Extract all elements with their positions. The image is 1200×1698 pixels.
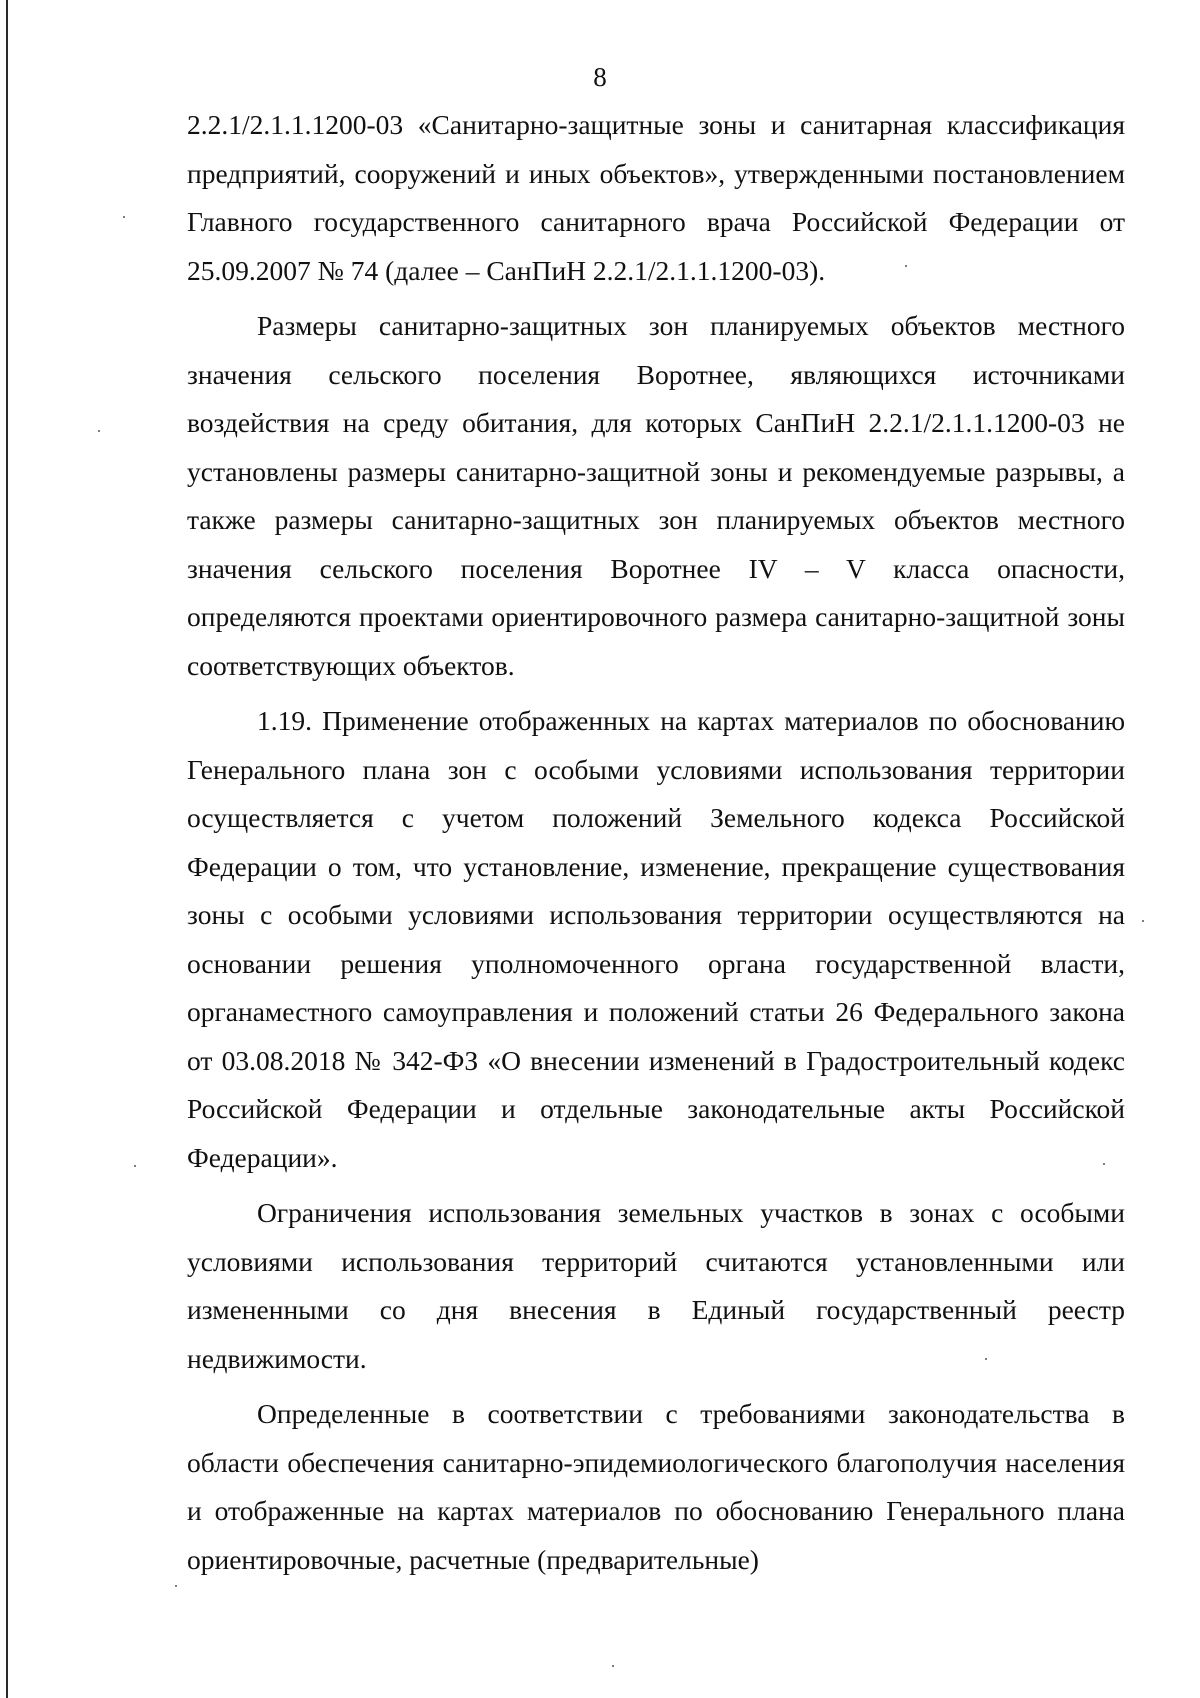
scan-speck [985,1358,987,1360]
paragraph-determined-zones: Определенные в соответствии с требованиями законодательства в области обеспечения санитарно-эпидемиологического благополучия населения и отображенные на картах материалов по обоснованию Генерального плана ориентировочные, расчетные (предварительные) [187,1398,1125,1575]
scan-speck [134,1165,136,1167]
paragraph-sanpin-reference: 2.2.1/2.1.1.1200-03 «Санитарно-защитные зоны и санитарная классификация предприятий, сооружений и иных объектов», утвержденными постановлением Главного государственного санитарного врача Российской Федерации от 25.09.2007 № 74 (далее – СанПиН 2.2.1/2.1.1.1200-03). [187,109,1125,286]
scan-speck [1142,920,1144,922]
scan-speck [98,430,100,432]
paragraph-sanitary-zone-sizes: Размеры санитарно-защитных зон планируемых объектов местного значения сельского поселения Воротнее, являющихся источниками воздействия на среду обитания, для которых СанПиН 2.2.1/2.1.1.1200-03 не установлены размеры санитарно-защитной зоны и рекомендуемые разрывы, а также размеры санитарно-защитных зон планируемых объектов местного значения сельского поселения Воротнее IV – V класса опасности, определяются проектами ориентировочного размера санитарно-защитной зоны соответствующих объектов. [187,310,1125,681]
scan-speck [175,1585,177,1587]
scan-speck [123,216,125,218]
document-body [187,101,1125,1591]
scan-speck [612,1665,614,1667]
paragraph-section-1-19: 1.19. Применение отображенных на картах материалов по обоснованию Генерального плана зон с особыми условиями использования территории осуществляется с учетом положений Земельного кодекса Российской Федерации о том, что установление, изменение, прекращение существования зоны с особыми условиями использования территории осуществляются на основании решения уполномоченного органа государственной власти, органаместного самоуправления и положений статьи 26 Федерального закона от 03.08.2018 № 342-ФЗ «О внесении изменений в Градостроительный кодекс Российской Федерации и отдельные законодательные акты Российской Федерации». [187,705,1125,1173]
page-left-border [6,0,8,1698]
scan-speck [1103,1163,1105,1165]
page-number: 8 [593,62,607,92]
paragraph-land-use-restrictions: Ограничения использования земельных участков в зонах с особыми условиями использования территорий считаются установленными или измененными со дня внесения в Единый государственный реестр недвижимости. [187,1197,1125,1374]
scan-speck [905,265,907,267]
